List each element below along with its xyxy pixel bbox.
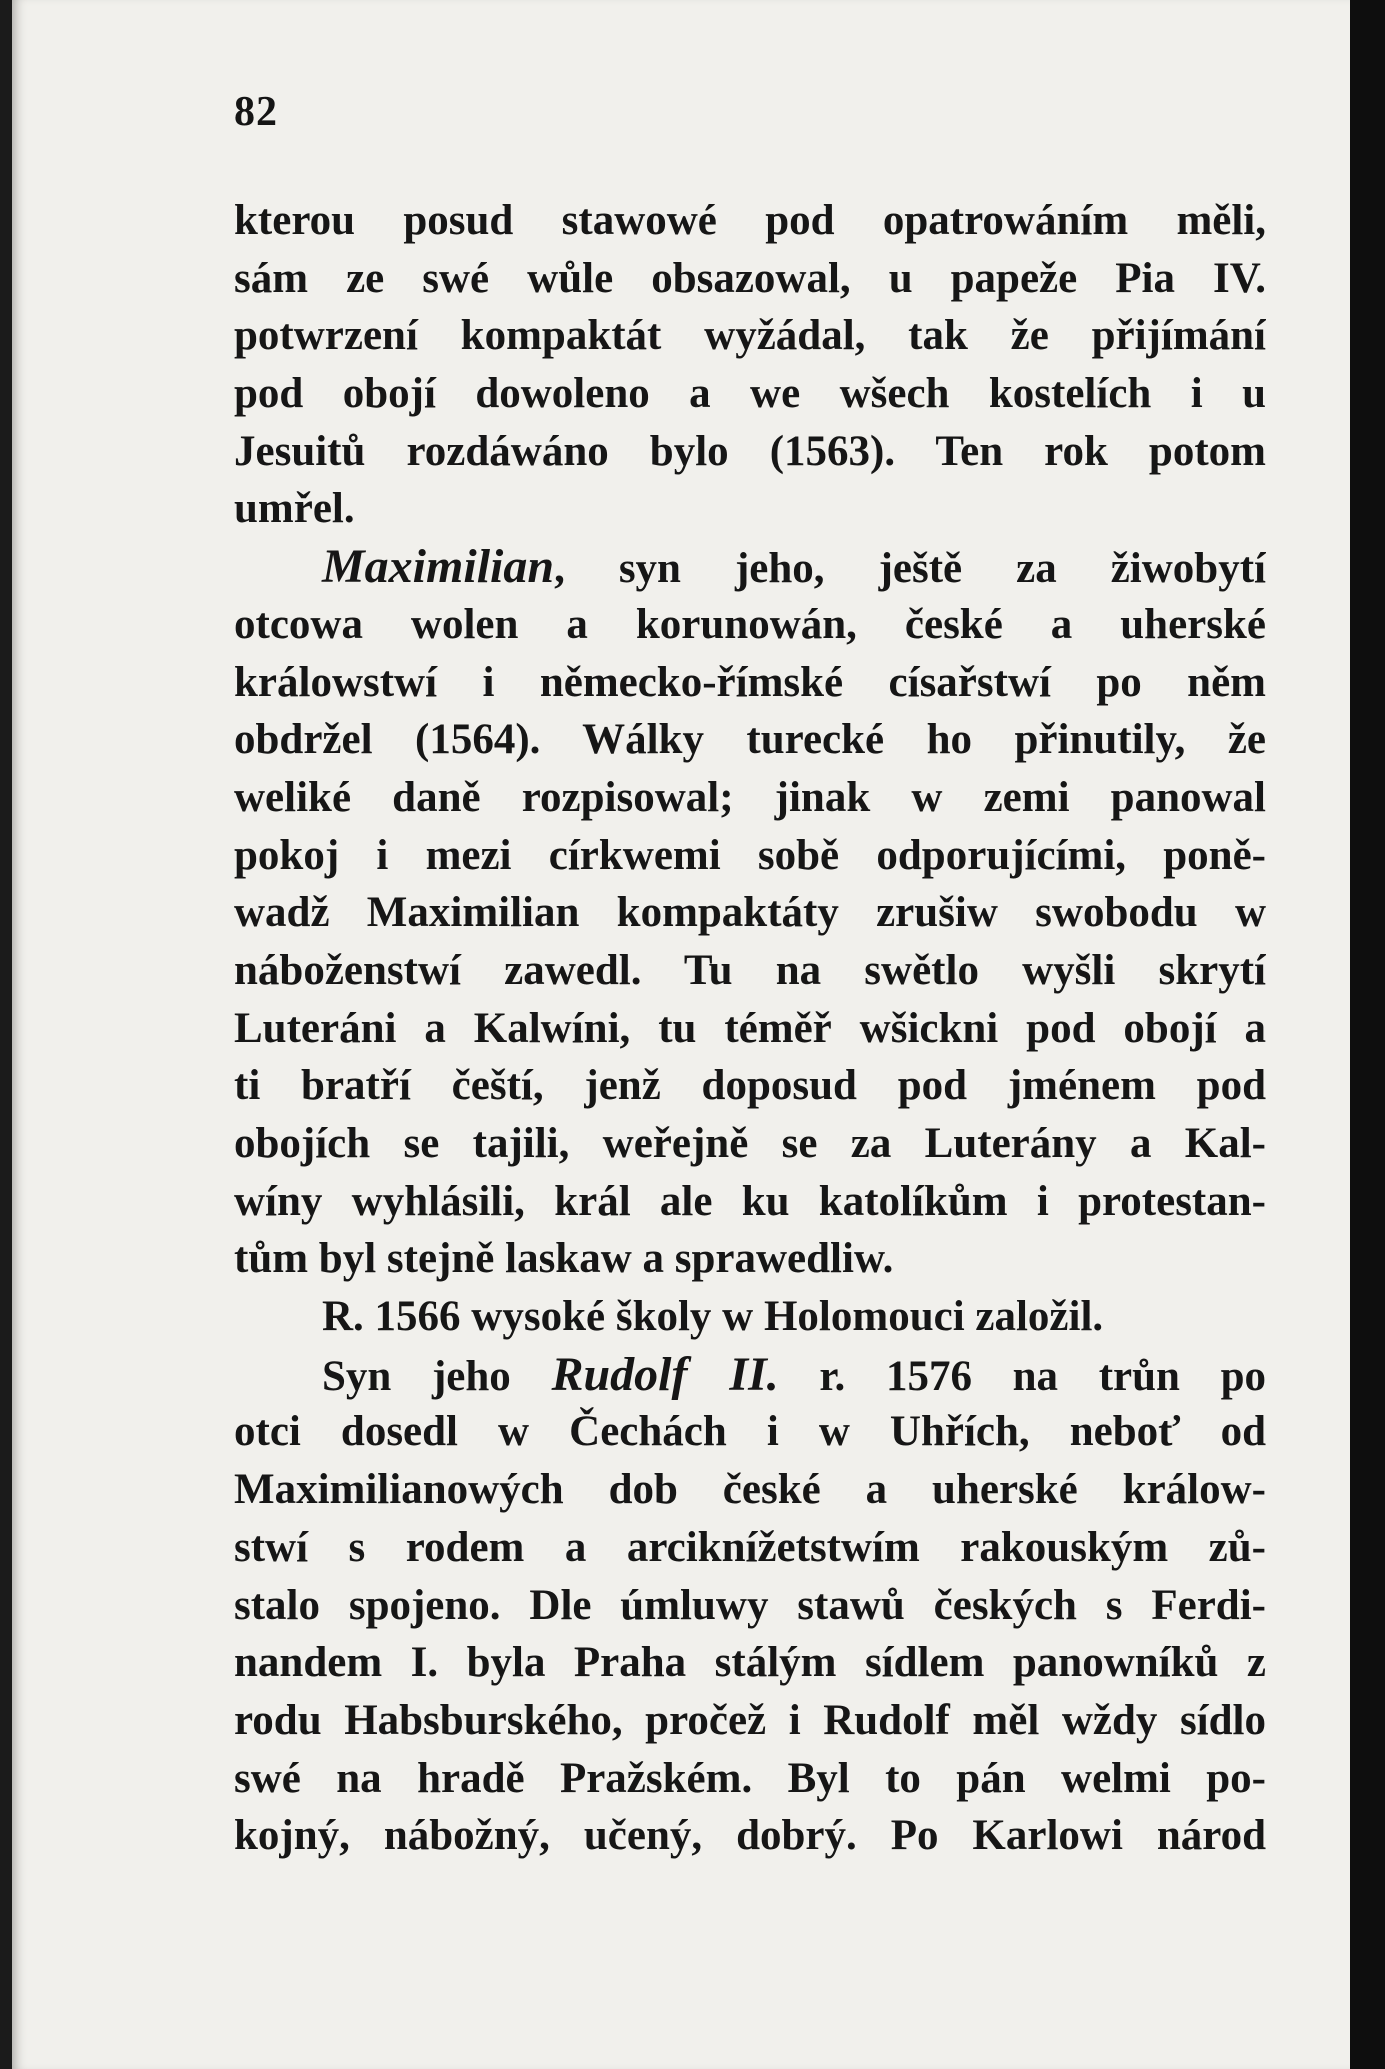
text-line: stalo spojeno. Dle úmluwy stawů českých s Ferdi- bbox=[234, 1581, 1266, 1629]
text-line: R. 1566 wysoké školy w Holomouci založil. bbox=[322, 1293, 1104, 1341]
text-line: Syn jeho Rudolf II. r. 1576 na trůn po bbox=[322, 1347, 1266, 1401]
text-line: wadž Maximilian kompaktáty zrušiw swobodu w bbox=[234, 889, 1266, 937]
text-line: Maximilianowých dob české a uherské králow- bbox=[234, 1466, 1266, 1514]
text-line: pod obojí dowoleno a we wšech kostelích i u bbox=[234, 370, 1266, 418]
text-line: otci dosedl w Čechách i w Uhřích, neboť od bbox=[234, 1408, 1266, 1456]
emphasized-name: Rudolf II. bbox=[551, 1347, 779, 1401]
text-line: Jesuitů rozdáwáno bylo (1563). Ten rok potom bbox=[234, 427, 1266, 475]
scan-edge bbox=[1350, 0, 1385, 2069]
text-line: ti bratří čeští, jenž doposud pod jménem pod bbox=[234, 1062, 1266, 1110]
text-line: rodu Habsburského, pročež i Rudolf měl wždy sídlo bbox=[234, 1696, 1266, 1744]
text-line: Maximilian, syn jeho, ještě za žiwobytí bbox=[322, 540, 1266, 594]
text-line: králowstwí i německo-římské císařstwí po něm bbox=[234, 658, 1266, 706]
text-line: kojný, nábožný, učený, dobrý. Po Karlowi národ bbox=[234, 1812, 1266, 1860]
text-line: nandem I. byla Praha stálým sídlem panowníků z bbox=[234, 1639, 1266, 1687]
text-line: Luteráni a Kalwíni, tu téměř wšickni pod obojí a bbox=[234, 1004, 1266, 1052]
page-number: 82 bbox=[234, 89, 278, 135]
text-line: weliké daně rozpisowal; jinak w zemi panowal bbox=[234, 773, 1266, 821]
text-line: obojích se tajili, weřejně se za Luterány a Kal- bbox=[234, 1120, 1266, 1167]
text-line: umřel. bbox=[234, 485, 355, 533]
text-line: sám ze swé wůle obsazowal, u papeže Pia IV. bbox=[234, 254, 1266, 302]
text-line: tům byl stejně laskaw a sprawedliw. bbox=[234, 1235, 894, 1283]
body-text bbox=[234, 192, 1266, 1865]
text-line: pokoj i mezi církwemi sobě odporujícími, poně- bbox=[234, 831, 1266, 879]
text-line: kterou posud stawowé pod opatrowáním měli, bbox=[234, 197, 1266, 244]
text-line: stwí s rodem a arciknížetstwím rakouským zů- bbox=[234, 1523, 1266, 1571]
text-line: swé na hradě Pražském. Byl to pán welmi po- bbox=[234, 1754, 1266, 1802]
text-line: otcowa wolen a korunowán, české a uherské bbox=[234, 600, 1266, 648]
text-line: obdržel (1564). Wálky turecké ho přinutily, že bbox=[234, 716, 1266, 764]
text-line: wíny wyhlásili, král ale ku katolíkům i protestan- bbox=[234, 1177, 1266, 1225]
text-line: potwrzení kompaktát wyžádal, tak že přijímání bbox=[234, 312, 1266, 360]
emphasized-name: Maximilian bbox=[322, 540, 555, 594]
book-page bbox=[12, 0, 1350, 2069]
text-line: náboženstwí zawedl. Tu na swětlo wyšli skrytí bbox=[234, 946, 1266, 994]
